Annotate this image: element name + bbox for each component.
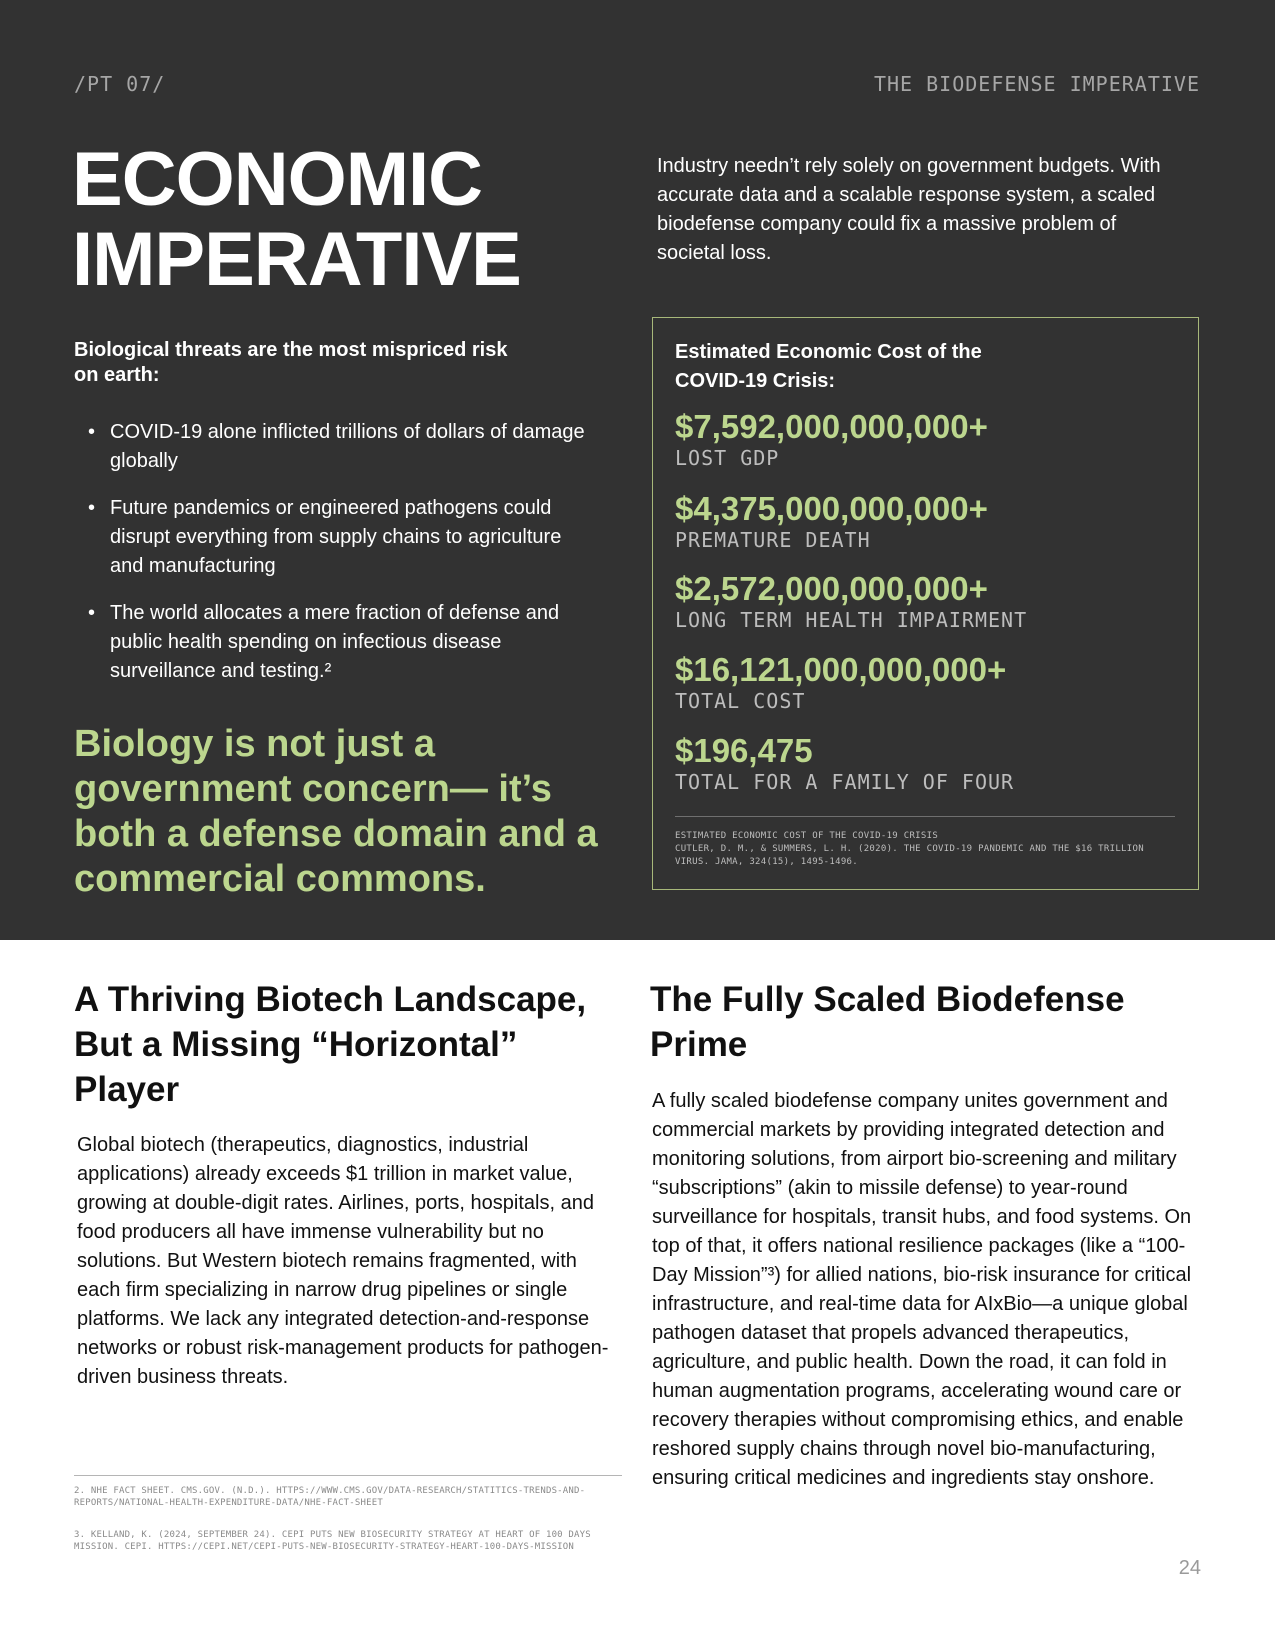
footnote-divider — [74, 1475, 622, 1476]
left-section-heading: A Thriving Biotech Landscape, But a Missing “Horizontal” Player — [74, 980, 587, 1109]
covid-cost-box — [652, 317, 1199, 890]
right-section-heading: The Fully Scaled Biodefense Prime — [650, 980, 1125, 1064]
source-line1: ESTIMATED ECONOMIC COST OF THE COVID-19 CRISIS — [675, 831, 939, 841]
stat-value: $2,572,000,000,000+ — [675, 570, 988, 607]
section-label: THE BIODEFENSE IMPERATIVE — [873, 72, 1200, 96]
stat-label: LOST GDP — [675, 446, 780, 470]
stat-label: TOTAL FOR A FAMILY OF FOUR — [675, 770, 1015, 794]
stat-value: $196,475 — [675, 732, 813, 769]
list-item-text: COVID-19 alone inflicted trillions of dollars of damage globally — [110, 421, 585, 472]
bullet-icon: • — [88, 421, 96, 443]
page-title-line2: IMPERATIVE — [72, 217, 521, 302]
intro-paragraph: Industry needn’t rely solely on government budgets. With accurate data and a scalable response system, a scaled biodefense company could fix a massive problem of societal loss. — [657, 155, 1161, 264]
stat-label: TOTAL COST — [675, 689, 806, 713]
list-item — [88, 418, 588, 476]
stat-value: $16,121,000,000,000+ — [675, 651, 1007, 688]
divider — [675, 816, 1175, 817]
left-section-body: Global biotech (therapeutics, diagnostics, industrial applications) already exceeds $1 trillion in market value, growing at double-digit rates. Airlines, ports, hospitals, and food producers all have immense vulnerability but no solutions. But Western biotech remains fragmented, with each firm specializing in narrow drug pipelines or single platforms. We lack any integrated detection-and-response networks or robust risk-management products for pathogen-driven business threats. — [77, 1134, 609, 1388]
threats-heading: Biological threats are the most mispriced risk on earth: — [74, 339, 508, 386]
stat-label: LONG TERM HEALTH IMPAIRMENT — [675, 608, 1028, 632]
footnote-2: 2. NHE FACT SHEET. CMS.GOV. (N.D.). HTTPS://WWW.CMS.GOV/DATA-RESEARCH/STATITICS-TRENDS-AND-REPORTS/NATIONAL-HEALTH-EXPENDITURE-DATA/NHE-FACT-SHEET — [74, 1486, 586, 1508]
part-label: /PT 07/ — [74, 72, 166, 96]
bullet-icon: • — [88, 602, 96, 624]
right-section-body: A fully scaled biodefense company unites government and commercial markets by providing integrated detection and monitoring solutions, from airport bio-screening and military “subscriptions” (akin to missile defense) to year-round surveillance for hospitals, transit hubs, and food systems. On top of that, it offers national resilience packages (like a “100-Day Mission”³) for allied nations, bio-risk insurance for critical infrastructure, and real-time data for AIxBio—a unique global pathogen dataset that propels advanced therapeutics, agriculture, and public health. Down the road, it can fold in human augmentation programs, accelerating wound care or recovery therapies without compromising ethics, and enable reshored supply chains through novel bio-manufacturing, ensuring critical medicines and ingredients stay onshore. — [652, 1090, 1192, 1489]
list-item-text: Future pandemics or engineered pathogens could disrupt everything from supply chains to agriculture and manufacturing — [110, 497, 562, 577]
stat-label: PREMATURE DEATH — [675, 528, 871, 552]
pull-quote: Biology is not just a government concern— it’s both a defense domain and a commercial commons. — [74, 723, 598, 900]
cost-box-source — [675, 830, 1175, 869]
stat-family-of-four — [675, 732, 1014, 794]
list-item — [88, 494, 588, 581]
list-item-text: The world allocates a mere fraction of defense and public health spending on infectious disease surveillance and testing.² — [110, 602, 560, 682]
list-item — [88, 599, 588, 686]
source-line2: CUTLER, D. M., & SUMMERS, L. H. (2020). THE COVID-19 PANDEMIC AND THE $16 TRILLION VIRUS. JAMA, 324(15), 1495-1496. — [675, 844, 1144, 867]
stat-value: $4,375,000,000,000+ — [675, 490, 988, 527]
footnote-3: 3. KELLAND, K. (2024, SEPTEMBER 24). CEPI PUTS NEW BIOSECURITY STRATEGY AT HEART OF 100 DAYS MISSION. CEPI. HTTPS://CEPI.NET/CEPI-PUTS-NEW-BIOSECURITY-STRATEGY-HEART-100-DAYS-MISSION — [74, 1530, 591, 1552]
cost-box-title: Estimated Economic Cost of the COVID-19 Crisis: — [675, 341, 982, 392]
page-title-line1: ECONOMIC — [72, 137, 482, 222]
stat-premature-death — [675, 490, 988, 552]
stat-long-term-health — [675, 570, 1027, 632]
stat-value: $7,592,000,000,000+ — [675, 408, 988, 445]
stat-lost-gdp — [675, 408, 988, 470]
page-title — [72, 137, 521, 302]
bullet-icon: • — [88, 497, 96, 519]
threats-list — [88, 418, 588, 704]
stat-total-cost — [675, 651, 1006, 713]
page-number: 24 — [1178, 1557, 1201, 1579]
